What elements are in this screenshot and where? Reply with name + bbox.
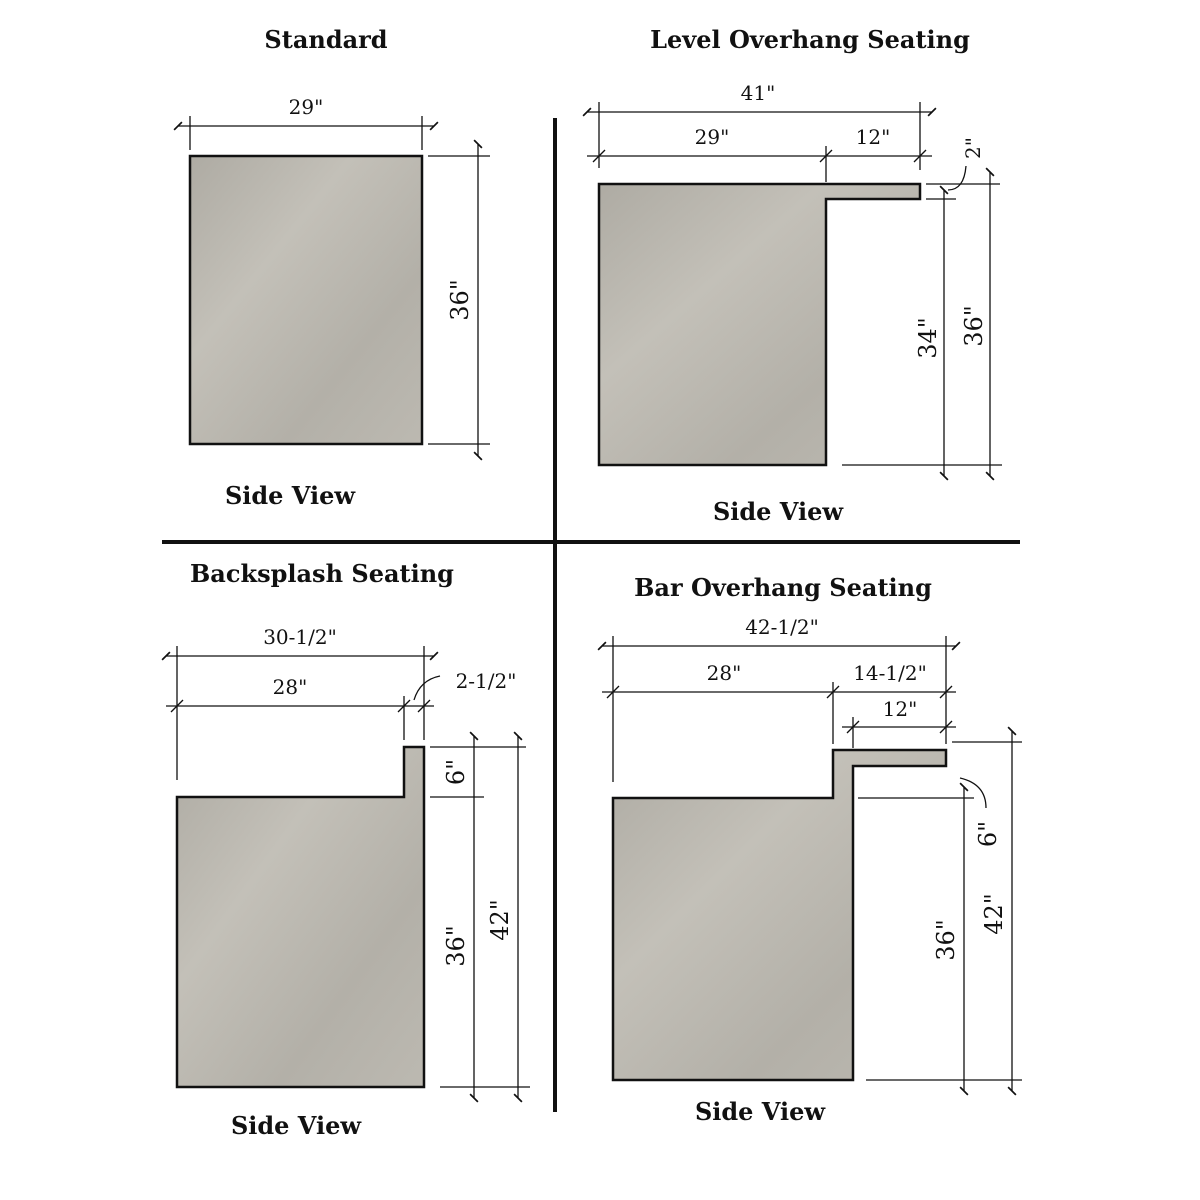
height-label: 36" xyxy=(446,279,474,321)
panel-standard xyxy=(178,25,490,510)
total-width-label: 30-1/2" xyxy=(263,625,337,649)
leader-line xyxy=(414,676,440,700)
overhang-label: 12" xyxy=(882,697,918,721)
overhang-label: 12" xyxy=(855,125,891,149)
total-height-label: 42" xyxy=(980,893,1008,935)
total-height-label: 36" xyxy=(960,305,988,347)
splash-width-label: 2-1/2" xyxy=(455,669,517,693)
panel-title: Level Overhang Seating xyxy=(650,25,970,54)
base-height-label: 36" xyxy=(932,919,960,961)
panel-backsplash xyxy=(166,559,530,1140)
panel-bar-overhang xyxy=(602,573,1022,1126)
splash-height-label: 6" xyxy=(442,758,470,786)
panel-title: Bar Overhang Seating xyxy=(634,573,932,602)
panel-caption: Side View xyxy=(230,1111,362,1140)
panel-caption: Side View xyxy=(694,1097,826,1126)
panel-caption: Side View xyxy=(712,497,844,526)
top-thickness-label: 2" xyxy=(961,137,985,159)
bar-overhang-counter-shape xyxy=(613,750,946,1080)
standard-counter-shape xyxy=(190,156,422,444)
total-width-label: 42-1/2" xyxy=(745,615,819,639)
backsplash-counter-shape xyxy=(177,747,424,1087)
panel-title: Standard xyxy=(264,25,388,54)
total-height-label: 42" xyxy=(486,899,514,941)
total-width-label: 41" xyxy=(740,81,776,105)
base-height-label: 36" xyxy=(442,925,470,967)
bar-width-label: 14-1/2" xyxy=(853,661,927,685)
base-width-label: 28" xyxy=(706,661,742,685)
base-width-label: 28" xyxy=(272,675,308,699)
panel-caption: Side View xyxy=(224,481,356,510)
panel-level-overhang xyxy=(587,25,1002,526)
panel-title: Backsplash Seating xyxy=(190,559,454,588)
rise-label: 6" xyxy=(974,820,1002,848)
width-label: 29" xyxy=(288,95,324,119)
base-width-label: 29" xyxy=(694,125,730,149)
level-overhang-counter-shape xyxy=(599,184,920,465)
base-height-label: 34" xyxy=(914,317,942,359)
leader-line xyxy=(948,166,966,190)
